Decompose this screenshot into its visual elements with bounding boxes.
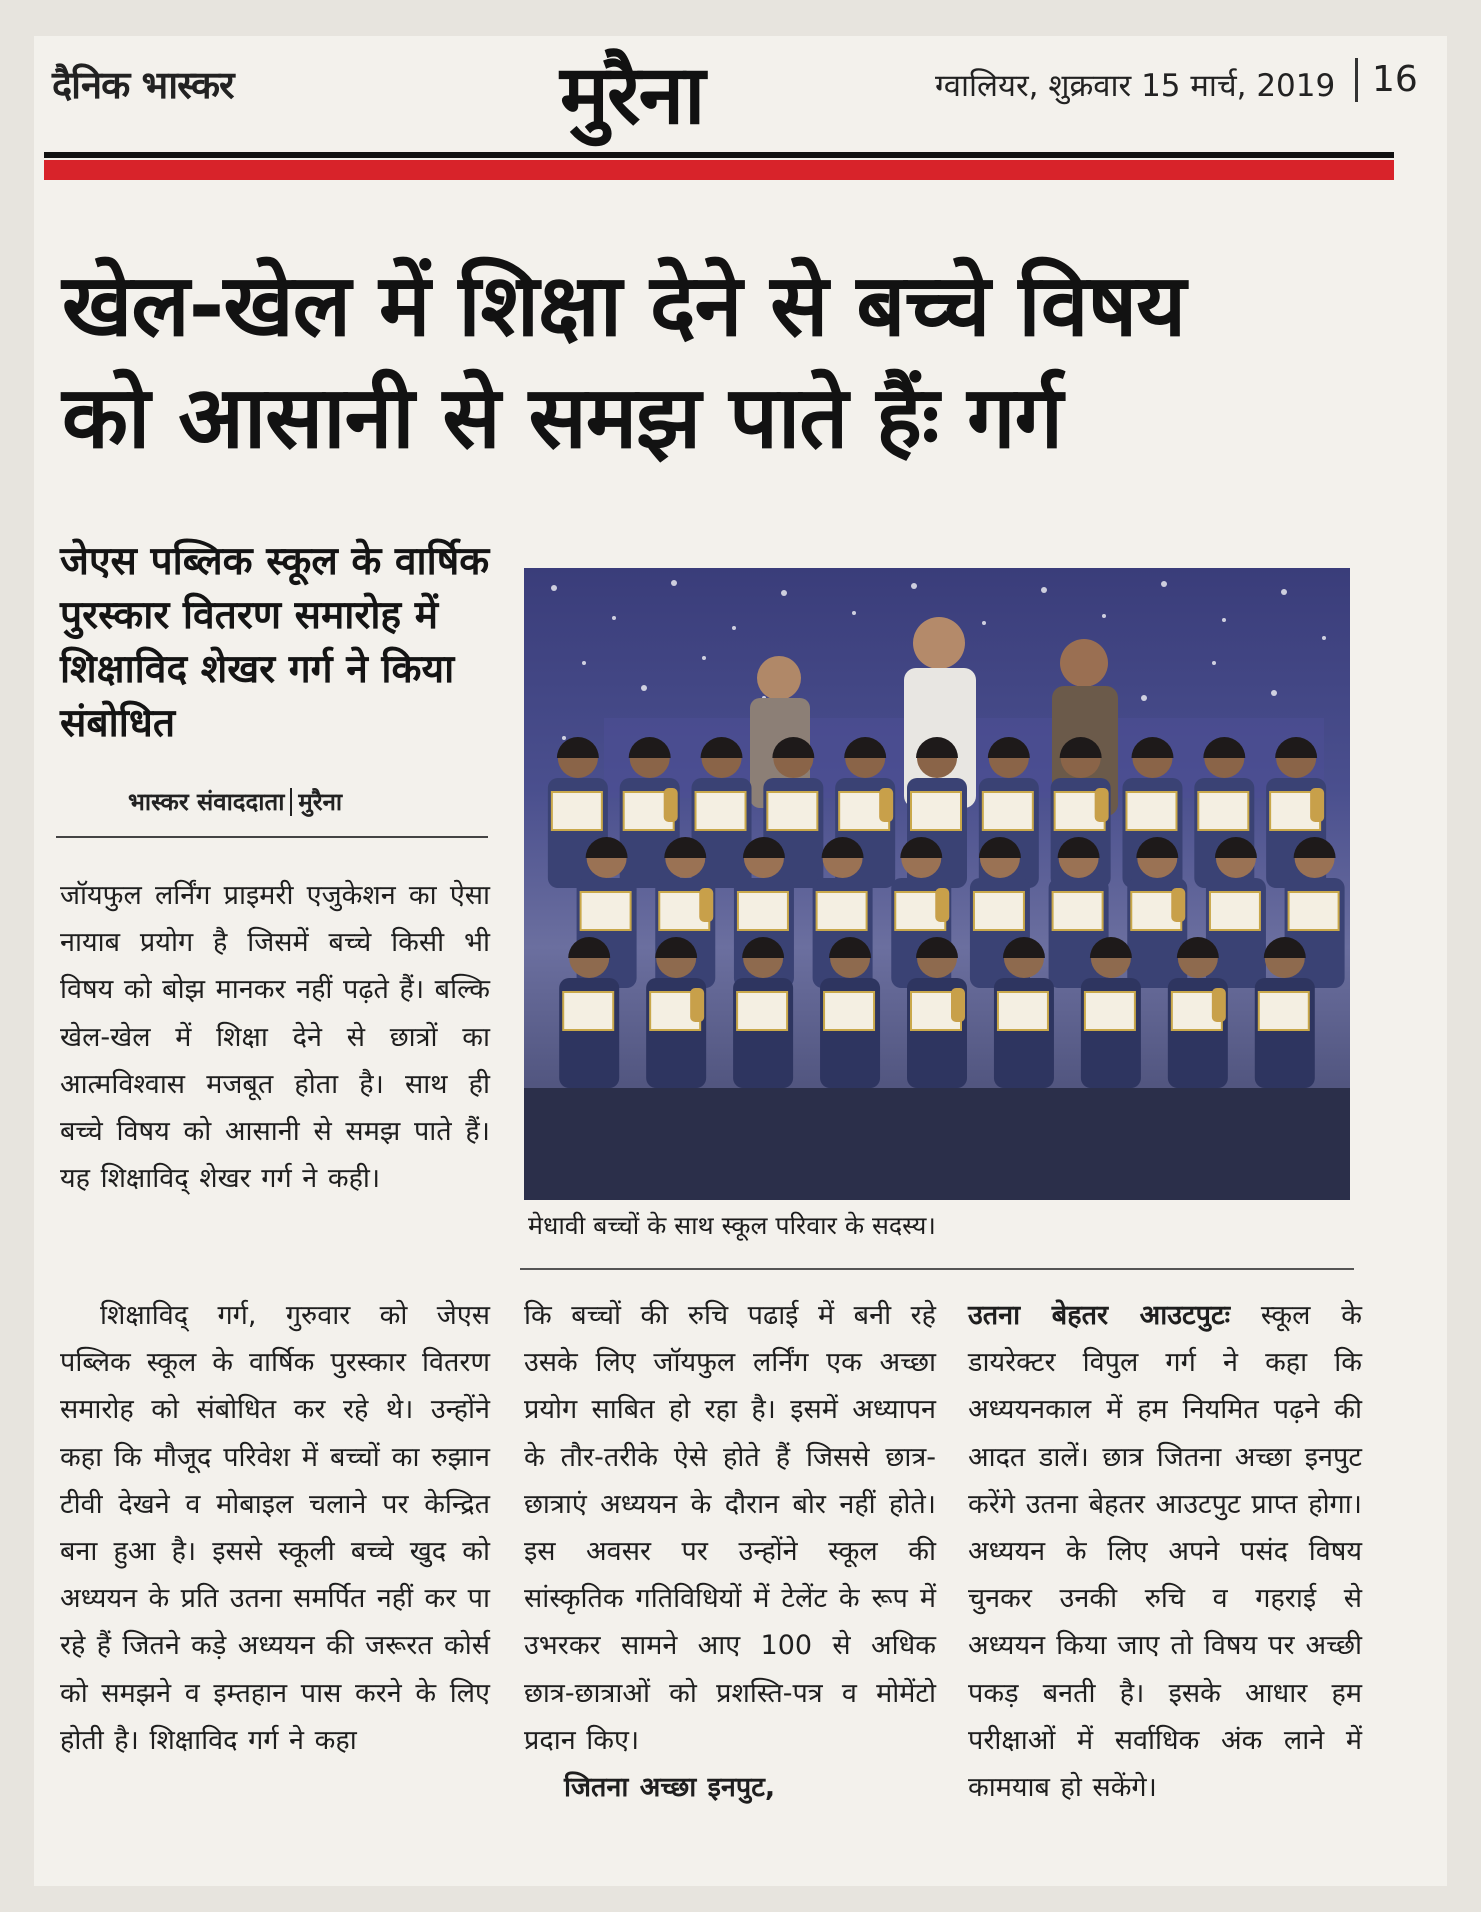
paragraph-1: जॉयफुल लर्निंग प्राइमरी एजुकेशन का ऐसा नायाब प्रयोग है जिसमें बच्चे किसी भी विषय को बोझ मानकर नहीं पढ़ते हैं। बल्कि खेल-खेल में शिक्षा देने से छात्रों का आत्मविश्वास मजबूत होता है। साथ ही बच्चे विषय को आसानी से समझ पाते हैं। यह शिक्षाविद् शेखर गर्ग ने कही। — [60, 880, 490, 1195]
byline-reporter: भास्कर संवाददाता — [128, 788, 285, 816]
masthead-red-band — [44, 160, 1394, 180]
headline-line-2: को आसानी से समझ पाते हैंः गर्ग — [62, 368, 1063, 468]
byline-separator — [290, 788, 292, 816]
byline — [128, 785, 342, 818]
headline — [62, 250, 1402, 474]
masthead-black-rule — [44, 152, 1394, 158]
article-column-1-top — [60, 872, 490, 1202]
subheading: जेएस पब्लिक स्कूल के वार्षिक पुरस्कार वितरण समारोह में शिक्षाविद शेखर गर्ग ने किया संबोधित — [60, 539, 490, 746]
article-column-2 — [524, 1292, 936, 1811]
paragraph-3: कि बच्चों की रुचि पढाई में बनी रहे उसके लिए जॉयफुल लर्निंग एक अच्छा प्रयोग साबित हो रहा है। इसमें अध्यापन के तौर-तरीके ऐसे होते हैं जिससे छात्र-छात्राएं अध्ययन के दौरान बोर नहीं होते। इस अवसर पर उन्होंने स्कूल की सांस्कृतिक गतिविधियों में टेलेंट के रूप में उभरकर सामने आए 100 से अधिक छात्र-छात्राओं को प्रशस्ति-पत्र व मोमेंटो प्रदान किए। — [524, 1300, 936, 1756]
subsection-title-part-1: जितना अच्छा इनपुट, — [564, 1772, 776, 1804]
headline-line-1: खेल-खेल में शिक्षा देने से बच्चे विषय — [62, 256, 1186, 356]
photo-illustration — [524, 568, 1350, 1200]
paragraph-4 — [968, 1292, 1362, 1811]
caption-rule — [520, 1268, 1354, 1270]
subsection-title-part-2: उतना बेहतर आउटपुटः — [968, 1300, 1231, 1331]
dateline: ग्वालियर, शुक्रवार 15 मार्च, 2019 — [935, 68, 1336, 104]
paragraph-2: शिक्षाविद् गर्ग, गुरुवार को जेएस पब्लिक स्कूल के वार्षिक पुरस्कार वितरण समारोह को संबोधित कर रहे थे। उन्होंने कहा कि मौजूद परिवेश में बच्चों का रुझान टीवी देखने व मोबाइल चलाने पर केन्द्रित बना हुआ है। इससे स्कूली बच्चे खुद को अध्ययन के प्रति उतना समर्पित नहीं कर पा रहे हैं जितने कड़े अध्ययन की जरूरत कोर्स को समझने व इम्तहान पास करने के लिए होती है। शिक्षाविद गर्ग ने कहा — [60, 1300, 490, 1756]
byline-rule — [56, 836, 488, 838]
page-number: 16 — [1355, 58, 1418, 102]
photo-caption: मेधावी बच्चों के साथ स्कूल परिवार के सदस्य। — [528, 1211, 936, 1240]
paragraph-4-text: स्कूल के डायरेक्टर विपुल गर्ग ने कहा कि अध्ययनकाल में हम नियमित पढ़ने की आदत डालें। छात्र जितना अच्छा इनपुट करेंगे उतना बेहतर आउटपुट प्राप्त होगा। अध्ययन के लिए अपने पसंद विषय चुनकर उनकी रुचि व गहराई से अध्ययन किया जाए तो विषय पर अच्छी पकड़ बनती है। इसके आधार हम परीक्षाओं में सर्वाधिक अंक लाने में कामयाब हो सकेंगे। — [968, 1300, 1363, 1804]
article-column-3 — [968, 1292, 1362, 1811]
article-column-1-bottom — [60, 1292, 490, 1764]
newspaper-name: दैनिक भास्कर — [52, 63, 234, 107]
byline-place: मुरैना — [298, 788, 343, 816]
edition-title: मुरैना — [560, 48, 704, 143]
news-photo — [524, 568, 1350, 1200]
